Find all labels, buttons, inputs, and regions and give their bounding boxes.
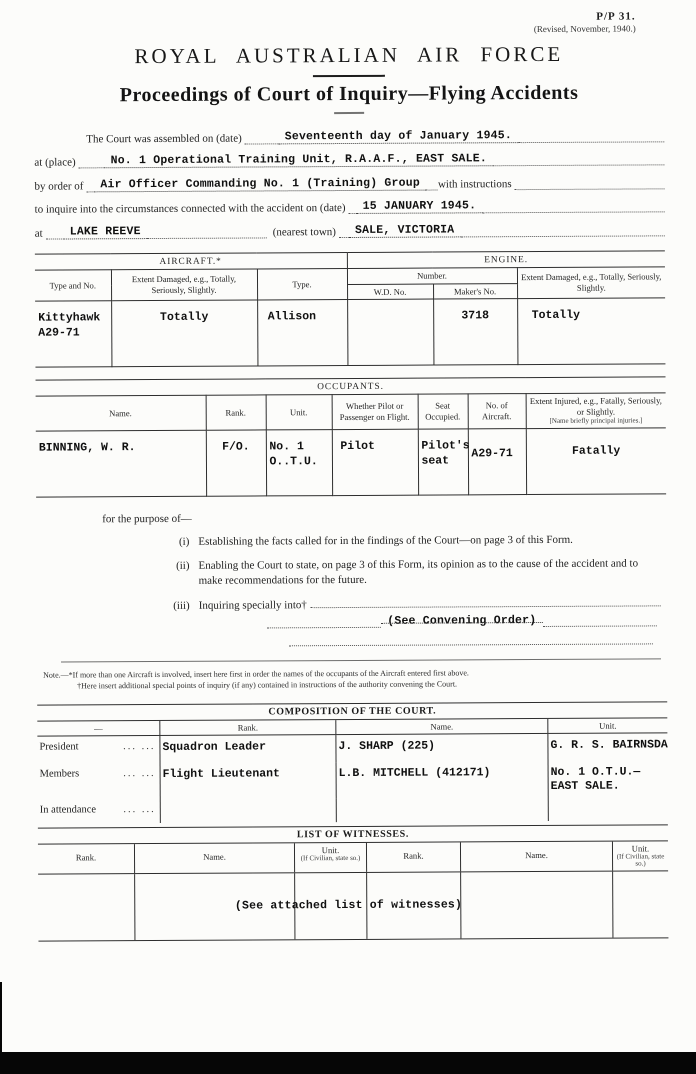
dotted-leader bbox=[86, 180, 94, 192]
president-name: J. SHARP (225) bbox=[335, 734, 547, 762]
dotted-leader bbox=[426, 179, 438, 191]
aircraft-group-header: AIRCRAFT.* bbox=[35, 252, 347, 270]
location-value: LAKE REEVE bbox=[64, 225, 147, 239]
engine-group-header: ENGINE. bbox=[347, 251, 665, 269]
dotted-leader bbox=[147, 226, 267, 239]
col-header-wd-no: W.D. No. bbox=[347, 284, 433, 300]
president-rank: Squadron Leader bbox=[159, 735, 335, 763]
col-header-extent-damaged: Extent Damaged, e.g., Totally, Seriously, Slightly. bbox=[111, 269, 257, 301]
col-header-role: Whether Pilot or Passenger on Flight. bbox=[332, 395, 418, 430]
order-suffix: with instructions bbox=[437, 178, 512, 191]
footnote-aircraft: Note.—*If more than one Aircraft is involved, insert here first in order the names of the occupants of the Aircraft entered first above. bbox=[43, 668, 469, 680]
row-label: In attendance ... ... bbox=[39, 803, 156, 816]
col-header-rank: Rank. bbox=[159, 720, 335, 735]
section-rule bbox=[61, 658, 661, 662]
col-header-unit: Unit. (If Civilian, state so.) bbox=[294, 842, 366, 872]
dotted-leader bbox=[289, 632, 653, 646]
col-header-rank-2: Rank. bbox=[366, 842, 460, 872]
col-header-type-no: Type and No. bbox=[35, 270, 111, 302]
order-line bbox=[34, 175, 664, 192]
place-value: No. 1 Operational Training Unit, R.A.A.F., EAST SALE. bbox=[105, 153, 493, 169]
occupant-seat: Pilot's seat bbox=[418, 428, 468, 494]
at-label: at bbox=[34, 227, 43, 240]
col-header-injury: Extent Injured, e.g., Fatally, Seriously, or Slightly. [Name briefly principal injuries.] bbox=[526, 393, 666, 428]
empty-cell bbox=[38, 874, 134, 941]
purpose-item-2-number: (ii) bbox=[176, 560, 190, 573]
col-header-unit-note: (If Civilian, state so.) bbox=[300, 853, 361, 862]
president-unit: G. R. S. BAIRNSDA bbox=[547, 733, 667, 761]
composition-caption: COMPOSITION OF THE COURT. bbox=[37, 702, 667, 721]
witnesses-caption: LIST OF WITNESSES. bbox=[38, 825, 668, 844]
witnesses-table bbox=[38, 824, 669, 942]
occupant-rank: F/O. bbox=[206, 430, 266, 496]
dotted-leader bbox=[311, 597, 661, 609]
col-header-seat: Seat Occupied. bbox=[418, 394, 468, 428]
attendance-unit bbox=[548, 796, 668, 821]
witnesses-entry: (See attached list of witnesses) bbox=[234, 898, 463, 913]
purpose-item-1-text: Establishing the facts called for in the findings of the Court—on page 3 of this Form. bbox=[198, 533, 573, 548]
composition-row-members bbox=[38, 760, 668, 799]
engine-type-value: Allison bbox=[257, 300, 347, 366]
purpose-item-1-number: (i) bbox=[178, 535, 190, 548]
form-reference bbox=[34, 10, 664, 36]
place-label: at (place) bbox=[34, 156, 76, 170]
occupant-data-row bbox=[36, 427, 666, 496]
composition-row-president bbox=[37, 733, 667, 763]
dotted-leader bbox=[79, 157, 105, 169]
occupant-name: BINNING, W. R. bbox=[36, 430, 206, 497]
occupant-role: Pilot bbox=[332, 429, 418, 495]
dotted-leader bbox=[339, 226, 349, 238]
nearest-town-label: (nearest town) bbox=[272, 226, 336, 239]
purpose-item-2-text: Enabling the Court to state, on page 3 of this Form, its opinion as to the cause of the accident and to make recommendations for the future. bbox=[198, 557, 639, 588]
aircraft-type-no: Kittyhawk A29-71 bbox=[35, 301, 111, 367]
occupant-unit: No. 1 O..T.U. bbox=[266, 429, 332, 495]
dotted-leader bbox=[515, 177, 665, 190]
aircraft-extent: Totally bbox=[111, 300, 257, 367]
assembled-date-label: The Court was assembled on (date) bbox=[86, 132, 242, 146]
purpose-section bbox=[36, 510, 667, 648]
composition-label-col: — bbox=[94, 723, 103, 734]
order-label: by order of bbox=[34, 180, 84, 193]
footnote-inquiry: †Here insert additional special points of inquiry (if any) contained in instructions of the authority convening the Court. bbox=[77, 679, 458, 691]
witnesses-header-row bbox=[38, 841, 668, 875]
dotted-leader bbox=[482, 201, 664, 214]
form-title: ROYAL AUSTRALIAN AIR FORCE bbox=[134, 41, 564, 69]
dotted-leader bbox=[542, 614, 656, 627]
composition-table bbox=[37, 701, 668, 823]
col-header-name: Name. bbox=[36, 396, 206, 431]
empty-cell bbox=[612, 871, 668, 937]
dotted-leader bbox=[518, 130, 664, 143]
assembly-section bbox=[34, 128, 665, 239]
place-line bbox=[34, 152, 664, 169]
col-header-name-2: Name. bbox=[460, 841, 612, 871]
col-header-injury-note: [Name briefly principal injuries.] bbox=[549, 416, 643, 425]
member-rank: Flight Lieutenant bbox=[160, 762, 336, 799]
col-header-unit: Unit. bbox=[547, 718, 667, 733]
col-header-unit-note-2: (If Civilian, state so.) bbox=[616, 851, 665, 868]
engine-makers-no: 3718 bbox=[433, 299, 517, 365]
occupants-table bbox=[36, 377, 667, 497]
col-header-name: Name. bbox=[335, 719, 547, 734]
footnotes bbox=[43, 667, 663, 692]
col-header-aircraft-no: No. of Aircraft. bbox=[468, 394, 526, 428]
assembled-date-line bbox=[34, 128, 664, 145]
purpose-item-3 bbox=[165, 597, 661, 614]
subtitle-rule bbox=[334, 112, 364, 114]
purpose-item-2 bbox=[164, 557, 660, 589]
occupants-caption: OCCUPANTS. bbox=[36, 377, 666, 396]
dotted-leader bbox=[245, 132, 279, 144]
inquire-label: to inquire into the circumstances connected with the accident on (date) bbox=[34, 202, 346, 217]
occupant-aircraft-no: A29-71 bbox=[468, 428, 526, 494]
empty-cell bbox=[460, 872, 612, 939]
accident-date-value: 15 JANUARY 1945. bbox=[357, 200, 483, 215]
col-header-engine-type: Type. bbox=[257, 268, 347, 300]
nearest-town-value: SALE, VICTORIA bbox=[349, 223, 460, 238]
row-label: President ... ... bbox=[39, 740, 156, 753]
accident-date-line bbox=[35, 199, 665, 216]
composition-row-attendance bbox=[38, 796, 668, 823]
col-header-rank: Rank. bbox=[75, 851, 97, 862]
col-header-unit: Unit. bbox=[266, 395, 332, 430]
aircraft-engine-table bbox=[35, 250, 666, 368]
occupant-injury: Fatally bbox=[526, 427, 666, 494]
purpose-item-3-number: (iii) bbox=[173, 599, 190, 613]
col-header-number: Number. bbox=[347, 268, 517, 285]
purpose-item-1 bbox=[164, 532, 660, 549]
member-name: L.B. MITCHELL (412171) bbox=[336, 761, 548, 798]
assembled-date-value: Seventeenth day of January 1945. bbox=[279, 129, 518, 144]
aircraft-data-row bbox=[35, 298, 665, 367]
engine-extent-value: Totally bbox=[517, 298, 665, 365]
order-value: Air Officer Commanding No. 1 (Training) Group bbox=[94, 177, 426, 193]
location-line bbox=[35, 222, 665, 239]
dotted-leader bbox=[460, 224, 664, 237]
purpose-intro: for the purpose of— bbox=[102, 512, 192, 525]
purpose-item-3-text: Inquiring specially into† bbox=[198, 599, 307, 612]
dotted-leader bbox=[46, 227, 64, 239]
member-unit: No. 1 O.T.U.— EAST SALE. bbox=[548, 760, 668, 796]
form-subtitle: Proceedings of Court of Inquiry—Flying Accidents bbox=[119, 81, 579, 107]
scan-black-bar bbox=[0, 1052, 696, 1074]
engine-wd-no bbox=[347, 300, 433, 366]
convening-order-line bbox=[267, 613, 657, 628]
col-header-unit-2: Unit. (If Civilian, state so.) bbox=[612, 841, 668, 871]
attendance-rank bbox=[160, 798, 336, 823]
witnesses-body bbox=[38, 871, 668, 940]
row-label: Members ... ... bbox=[39, 767, 156, 780]
col-header-makers-no: Maker's No. bbox=[433, 283, 517, 299]
convening-order-note: (See Convening Order) bbox=[381, 614, 542, 628]
dotted-leader bbox=[493, 154, 664, 167]
composition-body bbox=[37, 733, 667, 823]
col-header-engine-extent: Extent Damaged, e.g., Totally, Seriously, Slightly. bbox=[517, 267, 665, 299]
title-rule bbox=[313, 75, 385, 77]
form-revision: (Revised, November, 1940.) bbox=[533, 23, 636, 34]
form-code: P/P 31. bbox=[596, 10, 636, 23]
dotted-leader bbox=[267, 616, 381, 629]
col-header-rank: Rank. bbox=[206, 395, 266, 429]
attendance-name bbox=[336, 796, 548, 821]
dotted-leader bbox=[349, 202, 357, 214]
col-header-name: Name. bbox=[134, 843, 294, 873]
